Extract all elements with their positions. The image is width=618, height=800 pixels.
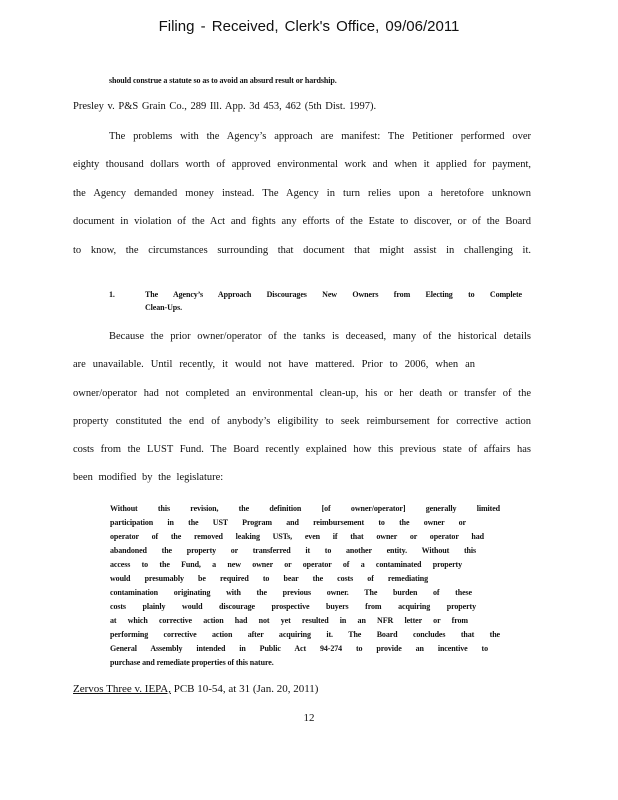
quote-line: General Assembly intended in Public Act 94-274 to provide an incentive to [110, 644, 488, 653]
intro-quote-line: should construe a statute so as to avoid an absurd result or hardship. [109, 76, 337, 85]
quote-line: operator of the removed leaking USTs, even if that owner or operator had [110, 532, 484, 541]
paragraph-line: Because the prior owner/operator of the tanks is deceased, many of the historical details [109, 331, 531, 342]
paragraph-line: property constituted the end of anybody’s eligibility to seek reimbursement for corrective action [73, 416, 531, 427]
quote-line: contamination originating with the previous owner. The burden of these [110, 588, 472, 597]
quote-line: costs plainly would discourage prospective buyers from acquiring property [110, 602, 476, 611]
quote-line: at which corrective action had not yet resulted in an NFR letter or from [110, 616, 468, 625]
quote-line: purchase and remediate properties of this nature. [110, 658, 274, 667]
citation-details: PCB 10-54, at 31 (Jan. 20, 2011) [170, 683, 319, 695]
paragraph-line: The problems with the Agency’s approach are manifest: The Petitioner performed over [109, 131, 531, 142]
section-title-line: The Agency’s Approach Discourages New Owners from Electing to Complete [145, 290, 522, 299]
paragraph-line: eighty thousand dollars worth of approved environmental work and when it applied for payment, [73, 159, 531, 170]
quote-line: participation in the UST Program and reimbursement to the owner or [110, 518, 466, 527]
page-number: 12 [303, 712, 315, 724]
case-name: Zervos Three v. IEPA, [73, 683, 171, 695]
quote-line: Without this revision, the definition [of owner/operator] generally limited [110, 504, 500, 513]
quote-line: abandoned the property or transferred it to another entity. Without this [110, 546, 476, 555]
paragraph-line: the Agency demanded money instead. The Agency in turn relies upon a heretofore unknown [73, 188, 531, 199]
paragraph-line: costs from the LUST Fund. The Board recently explained how this previous state of affairs has [73, 444, 531, 455]
section-number: 1. [109, 290, 115, 299]
quote-line: access to the Fund, a new owner or operator of a contaminated property [110, 560, 462, 569]
paragraph-line: owner/operator had not completed an environmental clean-up, his or her death or transfer of the [73, 388, 531, 399]
quote-line: performing corrective action after acquiring it. The Board concludes that the [110, 630, 500, 639]
paragraph-line: document in violation of the Act and fights any efforts of the Estate to discover, or of the Board [73, 216, 531, 227]
citation-zervos [73, 683, 318, 695]
paragraph-line: to know, the circumstances surrounding that document that might assist in challenging it. [73, 245, 531, 256]
paragraph-line: been modified by the legislature: [73, 472, 224, 483]
section-title-line: Clean-Ups. [145, 303, 183, 312]
paragraph-line: are unavailable. Until recently, it would not have mattered. Prior to 2006, when an [73, 359, 475, 370]
filing-header: Filing - Received, Clerk's Office, 09/06/2011 [158, 18, 460, 35]
citation-presley: Presley v. P&S Grain Co., 289 Ill. App. 3d 453, 462 (5th Dist. 1997). [73, 101, 377, 112]
quote-line: would presumably be required to bear the costs of remediating [110, 574, 428, 583]
